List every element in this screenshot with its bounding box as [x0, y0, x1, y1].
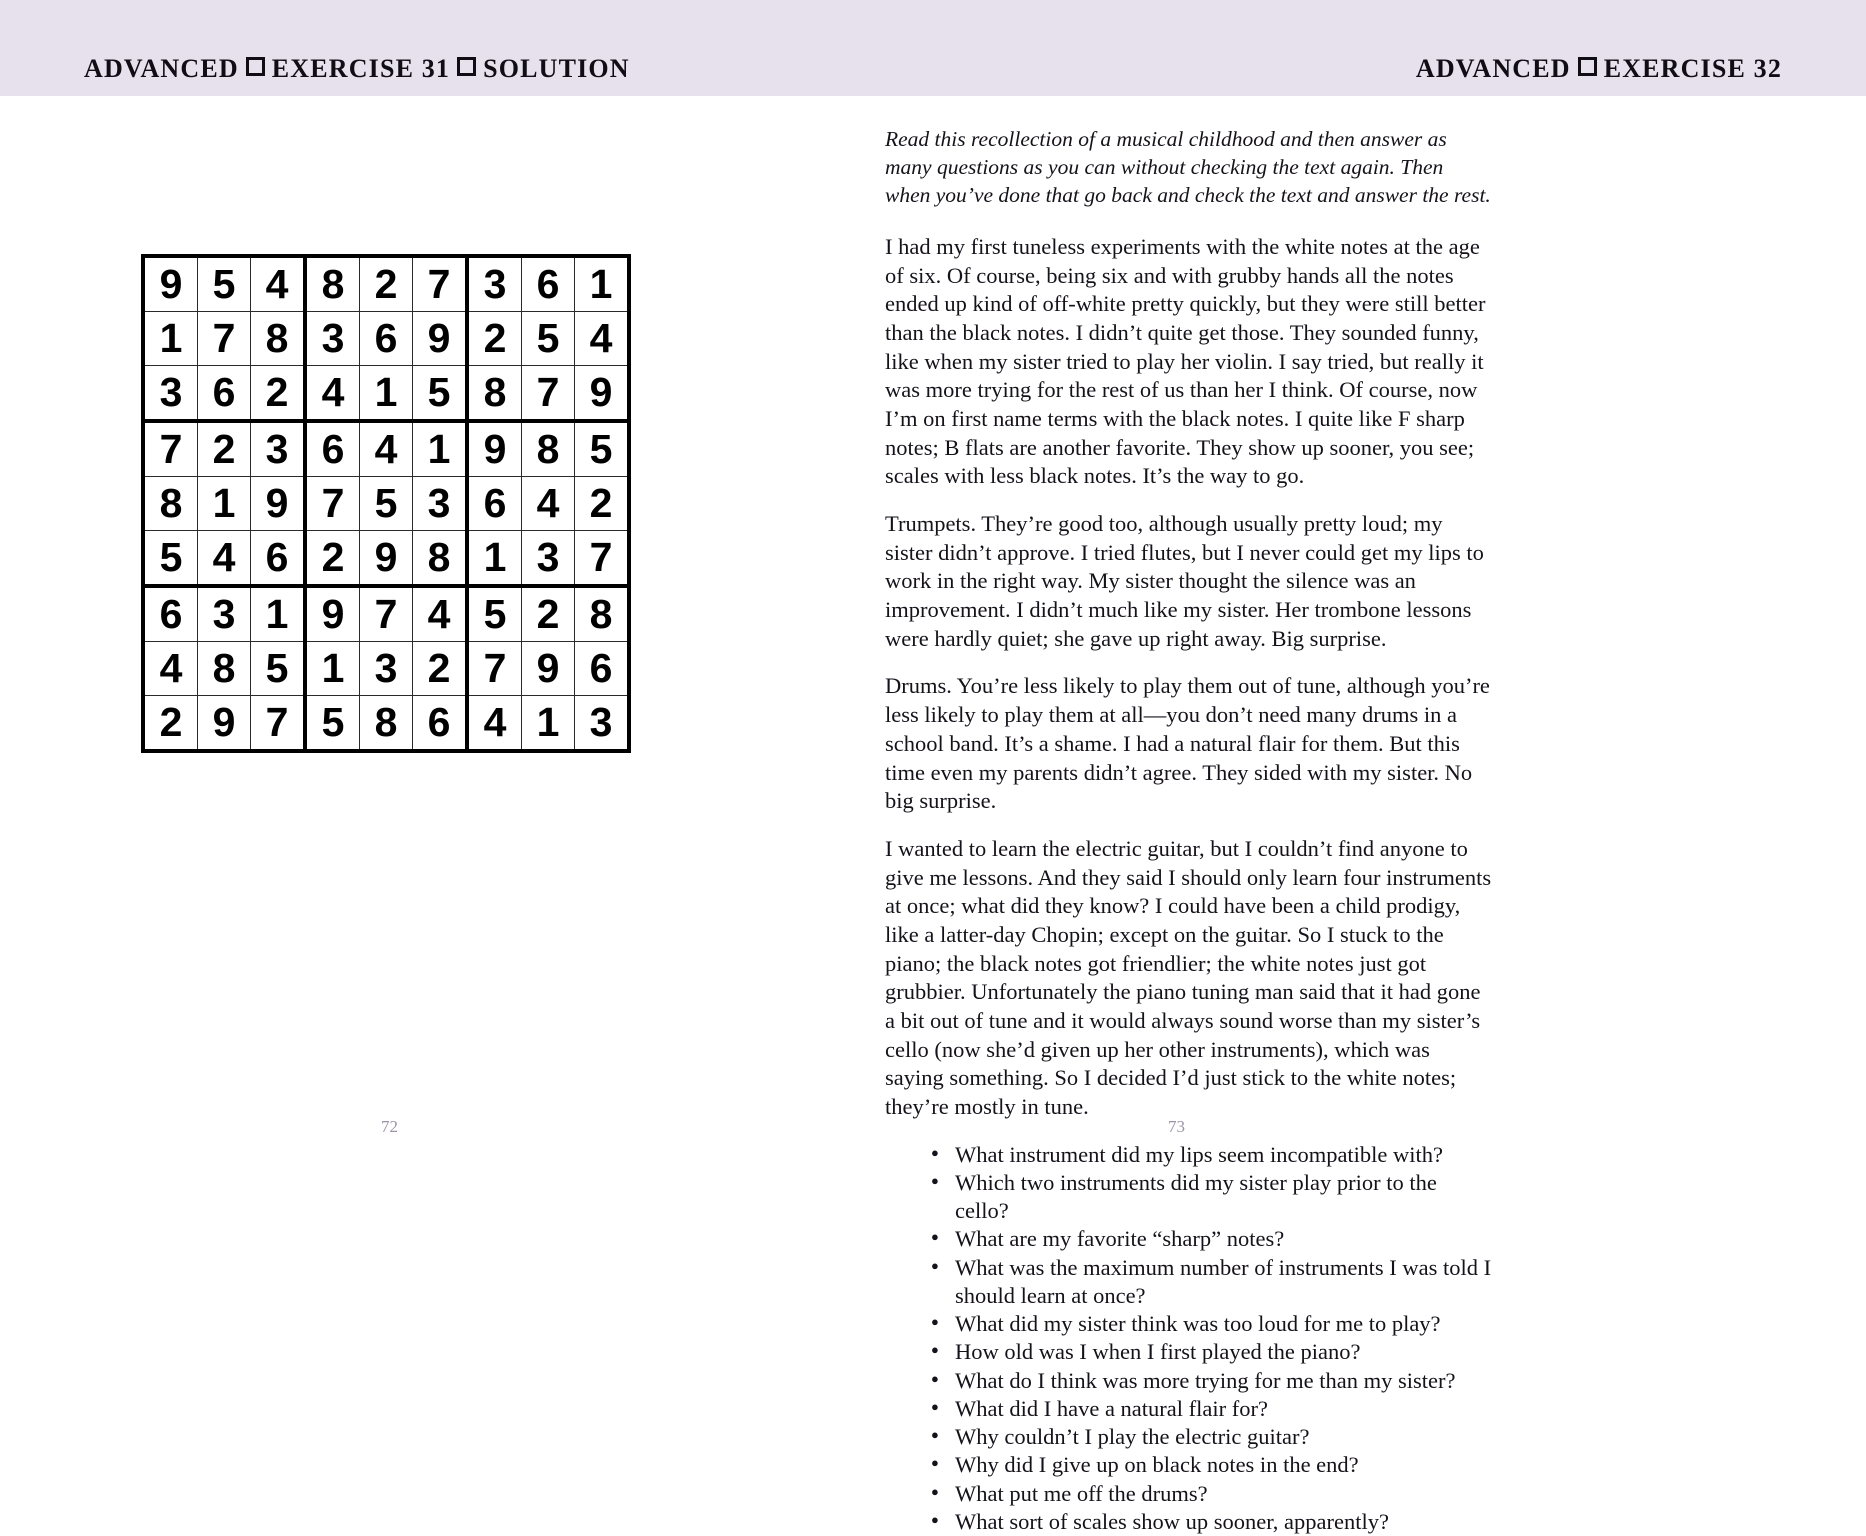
sudoku-cell: 4	[467, 696, 522, 752]
header-right-running-title	[1416, 54, 1782, 84]
sudoku-cell: 4	[575, 312, 630, 366]
sudoku-row	[143, 477, 629, 531]
sudoku-cell: 6	[251, 531, 306, 587]
sudoku-cell: 3	[575, 696, 630, 752]
question-item: ● What are my favorite “sharp” notes?	[931, 1225, 1493, 1253]
sudoku-cell: 4	[251, 256, 306, 312]
sudoku-cell: 9	[305, 586, 360, 642]
sudoku-cell: 7	[360, 586, 413, 642]
sudoku-cell: 5	[467, 586, 522, 642]
sudoku-cell: 2	[251, 366, 306, 422]
question-item: ● How old was I when I first played the piano?	[931, 1338, 1493, 1366]
sudoku-cell: 8	[575, 586, 630, 642]
sudoku-cell: 1	[360, 366, 413, 422]
sudoku-cell: 1	[198, 477, 251, 531]
sudoku-cell: 2	[198, 421, 251, 477]
sudoku-cell: 3	[143, 366, 198, 422]
sudoku-cell: 6	[360, 312, 413, 366]
sudoku-solution-grid	[141, 254, 631, 753]
header-left-exercise: EXERCISE 31	[271, 54, 451, 83]
sudoku-cell: 2	[467, 312, 522, 366]
sudoku-cell: 9	[575, 366, 630, 422]
question-item: ● What was the maximum number of instruments I was told I should learn at once?	[931, 1254, 1493, 1310]
question-list	[885, 1141, 1493, 1536]
sudoku-cell: 8	[522, 421, 575, 477]
sudoku-cell: 5	[575, 421, 630, 477]
sudoku-cell: 6	[522, 256, 575, 312]
page-number-right: 73	[1168, 1117, 1185, 1136]
question-item: ● Why did I give up on black notes in the end?	[931, 1451, 1493, 1479]
sudoku-cell: 5	[251, 642, 306, 696]
sudoku-cell: 4	[522, 477, 575, 531]
sudoku-cell: 5	[305, 696, 360, 752]
sudoku-cell: 4	[305, 366, 360, 422]
sudoku-row	[143, 531, 629, 587]
sudoku-cell: 5	[198, 256, 251, 312]
sudoku-cell: 1	[305, 642, 360, 696]
sudoku-cell: 7	[305, 477, 360, 531]
page-header-band	[0, 0, 1866, 96]
sudoku-cell: 6	[575, 642, 630, 696]
sudoku-cell: 5	[413, 366, 468, 422]
sudoku-cell: 9	[413, 312, 468, 366]
sudoku-cell: 2	[305, 531, 360, 587]
sudoku-row	[143, 696, 629, 752]
sudoku-cell: 8	[198, 642, 251, 696]
sudoku-cell: 7	[198, 312, 251, 366]
sudoku-cell: 5	[143, 531, 198, 587]
sudoku-cell: 2	[143, 696, 198, 752]
sudoku-cell: 4	[143, 642, 198, 696]
square-bullet-icon	[1578, 57, 1597, 76]
sudoku-cell: 2	[575, 477, 630, 531]
header-right-exercise: EXERCISE 32	[1603, 54, 1782, 83]
question-item: ● What do I think was more trying for me than my sister?	[931, 1367, 1493, 1395]
sudoku-cell: 1	[522, 696, 575, 752]
sudoku-cell: 8	[467, 366, 522, 422]
sudoku-cell: 7	[143, 421, 198, 477]
sudoku-cell: 8	[305, 256, 360, 312]
sudoku-cell: 9	[522, 642, 575, 696]
question-item: ● What did my sister think was too loud for me to play?	[931, 1310, 1493, 1338]
sudoku-cell: 9	[251, 477, 306, 531]
sudoku-cell: 1	[143, 312, 198, 366]
sudoku-cell: 8	[143, 477, 198, 531]
sudoku-cell: 1	[467, 531, 522, 587]
question-item: ● Which two instruments did my sister play prior to the cello?	[931, 1169, 1493, 1225]
header-left-prefix: ADVANCED	[84, 54, 239, 83]
sudoku-cell: 3	[251, 421, 306, 477]
sudoku-cell: 2	[522, 586, 575, 642]
passage-paragraph: Trumpets. They’re good too, although usually pretty loud; my sister didn’t approve. I tried flutes, but I never could get my lips to work in the right way. My sister thought the silence was an improvement. I didn’t much like my sister. Her trombone lessons were hardly quiet; she gave up right away. Big surprise.	[885, 511, 1484, 651]
header-left-running-title	[84, 54, 630, 84]
sudoku-cell: 5	[522, 312, 575, 366]
sudoku-cell: 8	[251, 312, 306, 366]
sudoku-cell: 1	[413, 421, 468, 477]
sudoku-cell: 2	[413, 642, 468, 696]
sudoku-cell: 2	[360, 256, 413, 312]
text-column	[885, 126, 1493, 1536]
question-item: ● What did I have a natural flair for?	[931, 1395, 1493, 1423]
sudoku-cell: 4	[413, 586, 468, 642]
passage-body	[885, 233, 1493, 1122]
sudoku-cell: 3	[467, 256, 522, 312]
left-page	[0, 96, 933, 1400]
sudoku-cell: 9	[467, 421, 522, 477]
sudoku-cell: 7	[575, 531, 630, 587]
sudoku-row	[143, 256, 629, 312]
sudoku-cell: 3	[360, 642, 413, 696]
question-item: ● What instrument did my lips seem incompatible with?	[931, 1141, 1493, 1169]
sudoku-cell: 8	[360, 696, 413, 752]
page-number-left: 72	[381, 1117, 398, 1136]
sudoku-cell: 7	[251, 696, 306, 752]
sudoku-cell: 9	[198, 696, 251, 752]
sudoku-cell: 3	[522, 531, 575, 587]
square-bullet-icon	[246, 57, 265, 76]
sudoku-cell: 5	[360, 477, 413, 531]
sudoku-cell: 3	[305, 312, 360, 366]
sudoku-row	[143, 312, 629, 366]
sudoku-cell: 6	[413, 696, 468, 752]
sudoku-cell: 6	[198, 366, 251, 422]
passage-paragraph: Drums. You’re less likely to play them out of tune, although you’re less likely to play them at all—you don’t need many drums in a school band. It’s a shame. I had a natural flair for them. But this time even my parents didn’t agree. They sided with my sister. No big surprise.	[885, 673, 1490, 814]
sudoku-cell: 9	[360, 531, 413, 587]
passage-paragraph: I had my first tuneless experiments with the white notes at the age of six. Of course, being six and with grubby hands all the notes ended up kind of off-white pretty quickly, but they were still better than the black notes. I didn’t quite get those. They sounded funny, like when my sister tried to play her violin. I say tried, but really it was more trying for the rest of us than her I think. Of course, now I’m on first name terms with the black notes. I quite like F sharp notes; B flats are another favorite. They show up sooner, you see; scales with less black notes. It’s the way to go.	[885, 233, 1486, 489]
sudoku-row	[143, 421, 629, 477]
sudoku-cell: 1	[251, 586, 306, 642]
sudoku-cell: 7	[467, 642, 522, 696]
sudoku-cell: 4	[360, 421, 413, 477]
sudoku-cell: 6	[143, 586, 198, 642]
sudoku-row	[143, 366, 629, 422]
header-left-suffix: SOLUTION	[483, 54, 630, 83]
sudoku-cell: 3	[413, 477, 468, 531]
question-item: ● What sort of scales show up sooner, apparently?	[931, 1508, 1493, 1536]
question-item: ● Why couldn’t I play the electric guitar?	[931, 1423, 1493, 1451]
sudoku-cell: 7	[522, 366, 575, 422]
sudoku-row	[143, 642, 629, 696]
square-bullet-icon	[457, 57, 476, 76]
sudoku-cell: 1	[575, 256, 630, 312]
exercise-instructions: Read this recollection of a musical childhood and then answer as many questions as you can without checking the text again. Then when you’ve done that go back and check the text and answer the rest.	[885, 127, 1491, 207]
question-item: ● What put me off the drums?	[931, 1480, 1493, 1508]
sudoku-table	[141, 254, 631, 753]
header-right-prefix: ADVANCED	[1415, 54, 1571, 83]
sudoku-cell: 9	[143, 256, 198, 312]
sudoku-cell: 4	[198, 531, 251, 587]
sudoku-cell: 7	[413, 256, 468, 312]
sudoku-cell: 3	[198, 586, 251, 642]
sudoku-cell: 6	[305, 421, 360, 477]
passage-paragraph: I wanted to learn the electric guitar, but I couldn’t find anyone to give me lessons. And they said I should only learn four instruments at once; what did they know? I could have been a child prodigy, like a latter-day Chopin; except on the guitar. So I stuck to the piano; the black notes got friendlier; the white notes just got grubbier. Unfortunately the piano tuning man said that it had gone a bit out of tune and it would always sound worse than my sister’s cello (now she’d given up her other instruments), which was saying something. So I decided I’d just stick to the white notes; they’re mostly in tune.	[885, 835, 1492, 1120]
right-page	[885, 96, 1866, 1534]
sudoku-row	[143, 586, 629, 642]
sudoku-cell: 8	[413, 531, 468, 587]
sudoku-cell: 6	[467, 477, 522, 531]
